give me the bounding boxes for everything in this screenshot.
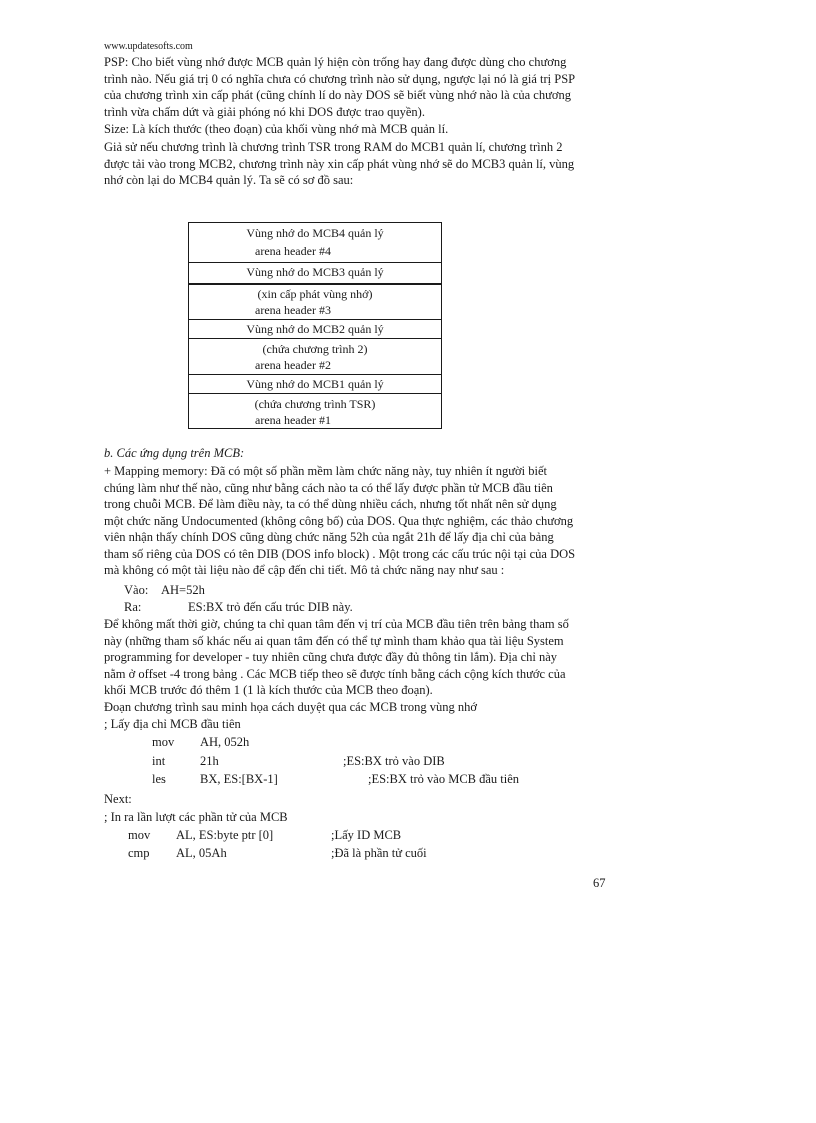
code-op: les bbox=[152, 772, 166, 786]
output-value: ES:BX trỏ đến cấu trúc DIB này. bbox=[188, 600, 353, 614]
text-line: mà không có một tài liệu nào để cập đến chi tiết. Mô tả chức năng nay như sau : bbox=[104, 563, 505, 577]
code-arg: AL, ES:byte ptr [0] bbox=[176, 828, 274, 842]
text-line: trình nào. Nếu giá trị 0 có nghĩa chưa có chương trình nào sử dụng, ngược lại nó là giá trị PSP bbox=[104, 71, 576, 86]
input-value: AH=52h bbox=[161, 583, 205, 597]
code-comment: ;ES:BX trỏ vào DIB bbox=[343, 754, 445, 768]
code-comment: ;Đã là phần tử cuối bbox=[331, 846, 427, 860]
code-comment: ;ES:BX trỏ vào MCB đầu tiên bbox=[368, 772, 520, 786]
section-heading: b. Các ứng dụng trên MCB: bbox=[104, 446, 245, 460]
code-intro-paragraph bbox=[104, 699, 606, 716]
arena-header-label: arena header #3 bbox=[255, 303, 331, 317]
code-comment: ; Lấy địa chỉ MCB đầu tiên bbox=[104, 717, 241, 731]
text-line: viên nhận thấy chính DOS cũng dùng chức năng 52h của ngắt 21h để lấy địa chỉ của bảng bbox=[104, 530, 554, 544]
memory-block-mcb4 bbox=[189, 223, 441, 263]
code-comment: ; In ra lần lượt các phần tử của MCB bbox=[104, 810, 288, 824]
arena-header-label: arena header #2 bbox=[255, 358, 331, 372]
assume-paragraph bbox=[104, 139, 606, 189]
text-line: PSP: Cho biết vùng nhớ được MCB quản lý hiện còn trống hay đang được dùng cho chương bbox=[104, 55, 567, 69]
block-title: Vùng nhớ do MCB3 quản lý bbox=[246, 265, 384, 279]
block-title: Vùng nhớ do MCB1 quản lý bbox=[246, 377, 384, 391]
text-line: trong chuỗi MCB. Để làm điều này, ta có thể dùng nhiều cách, nhưng tốt nhất nên sử dụng bbox=[104, 497, 557, 511]
text-line: chúng làm như thế nào, cũng như bằng cách nào ta có thể lấy được phần tử MCB đầu tiên bbox=[104, 480, 553, 495]
code-arg: BX, ES:[BX-1] bbox=[200, 772, 278, 786]
block-title: Vùng nhớ do MCB2 quản lý bbox=[246, 322, 384, 336]
mapping-memory-paragraph bbox=[104, 463, 606, 579]
code-arg: 21h bbox=[200, 754, 219, 768]
text-line: Size: Là kích thước (theo đoạn) của khối vùng nhớ mà MCB quản lí. bbox=[104, 122, 449, 136]
text-line: trình vừa chấm dứt và giải phóng nó khi DOS được trao quyền). bbox=[104, 104, 425, 119]
block-subtitle: (chứa chương trình 2) bbox=[262, 342, 368, 356]
page-number: 67 bbox=[593, 876, 606, 890]
text-line: tham số riêng của DOS có tên DIB (DOS info block) . Một trong các cấu trúc nội tại của DOS bbox=[104, 546, 576, 561]
memory-block-mcb1 bbox=[189, 375, 441, 430]
code-op: int bbox=[152, 754, 166, 768]
code-arg: AH, 052h bbox=[200, 735, 250, 749]
text-line: nhớ còn lại do MCB4 quản lý. Ta sẽ có sơ đồ sau: bbox=[104, 173, 354, 187]
text-line: khối MCB trước đó thêm 1 (1 là kích thước của MCB theo đoạn). bbox=[104, 683, 433, 697]
text-line: Đoạn chương trình sau minh họa cách duyệt qua các MCB trong vùng nhớ bbox=[104, 700, 478, 714]
text-line: Giả sử nếu chương trình là chương trình TSR trong RAM do MCB1 quản lí, chương trình 2 bbox=[104, 140, 563, 154]
output-label: Ra: bbox=[124, 600, 142, 614]
text-line: một chức năng Undocumented (không công bố) của DOS. Qua thực nghiệm, các thảo chương bbox=[104, 513, 574, 528]
code-label: Next: bbox=[104, 792, 132, 806]
block-title: Vùng nhớ do MCB4 quản lý bbox=[246, 226, 384, 240]
text-line: programming for developer - tuy nhiên cũng chưa được đầy đủ thông tin lắm). Địa chỉ này bbox=[104, 650, 558, 664]
memory-block-mcb2 bbox=[189, 320, 441, 375]
code-op: mov bbox=[152, 735, 175, 749]
arena-header-label: arena header #1 bbox=[255, 413, 331, 427]
code-op: mov bbox=[128, 828, 151, 842]
text-line: nằm ở offset -4 trong bảng . Các MCB tiếp theo sẽ được tính bằng cách cộng kích thước của bbox=[104, 666, 566, 681]
site-header: www.updatesofts.com bbox=[104, 41, 193, 52]
text-line: được tải vào trong MCB2, chương trình này xin cấp phát vùng nhớ sẽ do MCB3 quản lí, vùng bbox=[104, 156, 575, 171]
block-subtitle: (chứa chương trình TSR) bbox=[254, 397, 376, 411]
code-comment: ;Lấy ID MCB bbox=[331, 828, 402, 842]
code-arg: AL, 05Ah bbox=[176, 846, 227, 860]
psp-paragraph bbox=[104, 54, 606, 120]
arena-header-label: arena header #4 bbox=[255, 244, 331, 258]
text-line: + Mapping memory: Đã có một số phần mềm làm chức năng này, tuy nhiên ít người biết bbox=[104, 464, 547, 478]
size-paragraph bbox=[104, 121, 606, 138]
input-label: Vào: bbox=[124, 583, 149, 597]
code-op: cmp bbox=[128, 846, 150, 860]
divider bbox=[188, 283, 442, 285]
memory-block-mcb3 bbox=[189, 263, 441, 320]
block-subtitle: (xin cấp phát vùng nhớ) bbox=[257, 287, 373, 301]
divider bbox=[188, 393, 442, 394]
mcb-memory-diagram bbox=[188, 222, 442, 429]
text-line: này (những tham số khác nếu ai quan tâm đến có thể tự mình tham khảo qua tài liệu System bbox=[104, 633, 564, 648]
divider bbox=[188, 338, 442, 339]
first-mcb-paragraph bbox=[104, 616, 606, 699]
text-line: Để không mất thời giờ, chúng ta chỉ quan tâm đến vị trí của MCB đầu tiên trên bảng tham số bbox=[104, 617, 569, 631]
text-line: của chương trình xin cấp phát (cũng chính lí do này DOS sẽ biết vùng nhớ nào là của chương bbox=[104, 88, 571, 102]
